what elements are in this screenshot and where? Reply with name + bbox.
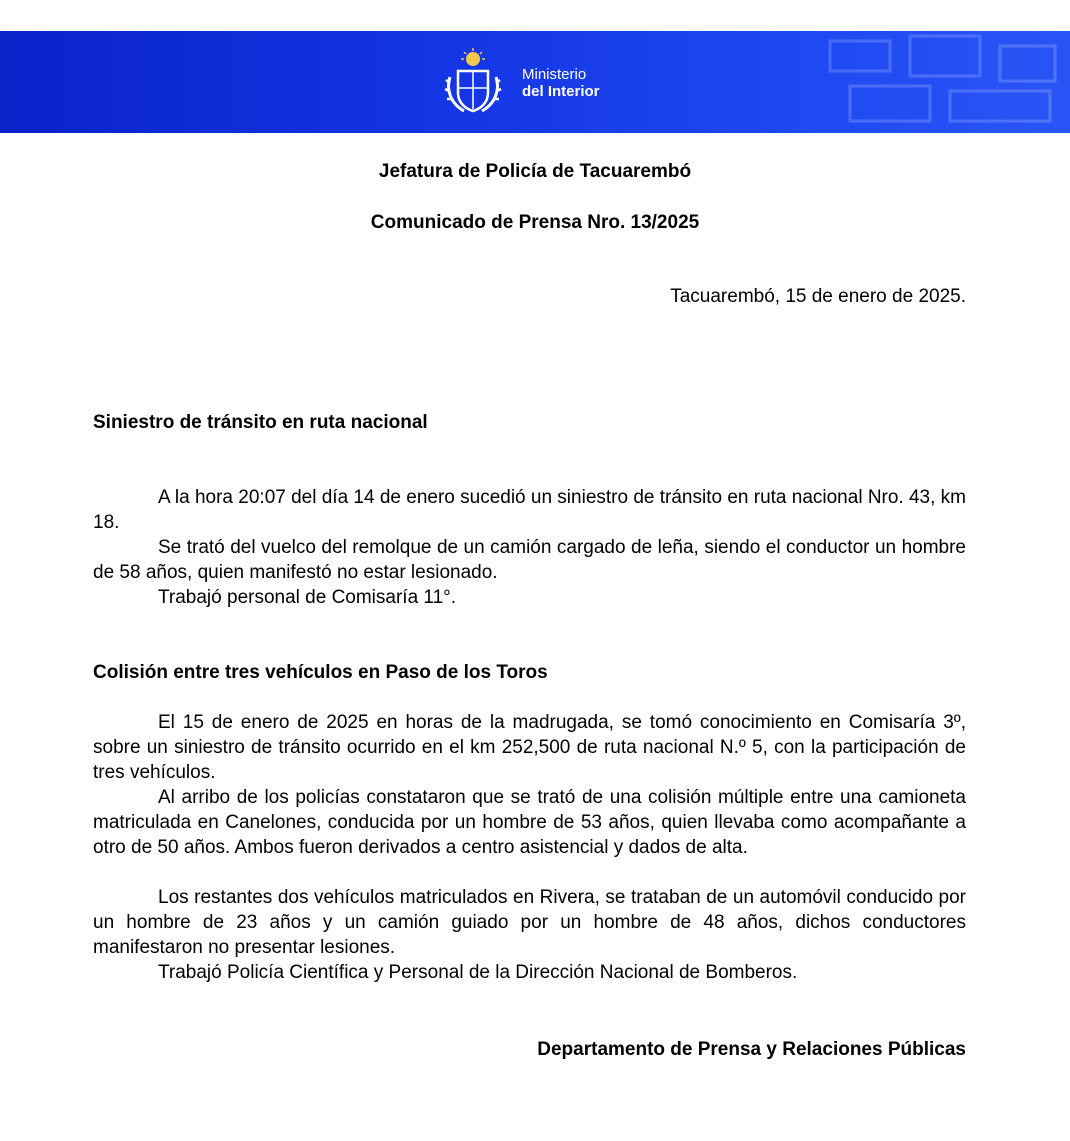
section-1-paragraph-3: Trabajó personal de Comisaría 11°. [158, 587, 457, 608]
section-2-paragraph-2: Al arribo de los policías constataron que se trató de una colisión múltiple entre una camioneta matriculada en Canelones, conducida por un hombre de 53 años, quien llevaba como acompañante a otro de 50 años. Ambos fueron derivados a centro asistencial y dados de alta. [93, 787, 966, 858]
release-number: Comunicado de Prensa Nro. 13/2025 [370, 212, 700, 233]
uruguay-coat-of-arms-icon [444, 47, 502, 117]
section-2-paragraph-4: Trabajó Policía Científica y Personal de la Dirección Nacional de Bomberos. [158, 962, 798, 983]
section-2-heading: Colisión entre tres vehículos en Paso de los Toros [93, 662, 548, 683]
section-1-paragraph-1: A la hora 20:07 del día 14 de enero sucedió un siniestro de tránsito en ruta nacional Nro. 43, km 18. [93, 487, 967, 533]
section-1-paragraph-2: Se trató del vuelco del remolque de un camión cargado de leña, siendo el conductor un hombre de 58 años, quien manifestó no estar lesionado. [93, 537, 966, 583]
office-title: Jefatura de Policía de Tacuarembó [378, 161, 692, 182]
section-2-paragraph-1: El 15 de enero de 2025 en horas de la madrugada, se tomó conocimiento en Comisaría 3º, sobre un siniestro de tránsito ocurrido en el km 252,500 de ruta nacional N.º 5, con la participación de tres vehículos. [93, 712, 966, 783]
header-banner [0, 31, 1070, 133]
brand-line-2: del Interior [522, 83, 600, 100]
document-date: Tacuarembó, 15 de enero de 2025. [670, 286, 966, 307]
decorative-pattern [810, 31, 1070, 133]
brand-line-1: Ministerio [522, 66, 587, 83]
ministry-brand [522, 66, 600, 100]
signature: Departamento de Prensa y Relaciones Públicas [537, 1039, 966, 1060]
section-2-paragraph-3: Los restantes dos vehículos matriculados en Rivera, se trataban de un automóvil conducido por un hombre de 23 años y un camión guiado por un hombre de 48 años, dichos conductores manifestaron no presentar lesiones. [93, 887, 966, 958]
section-1-heading: Siniestro de tránsito en ruta nacional [93, 412, 428, 433]
